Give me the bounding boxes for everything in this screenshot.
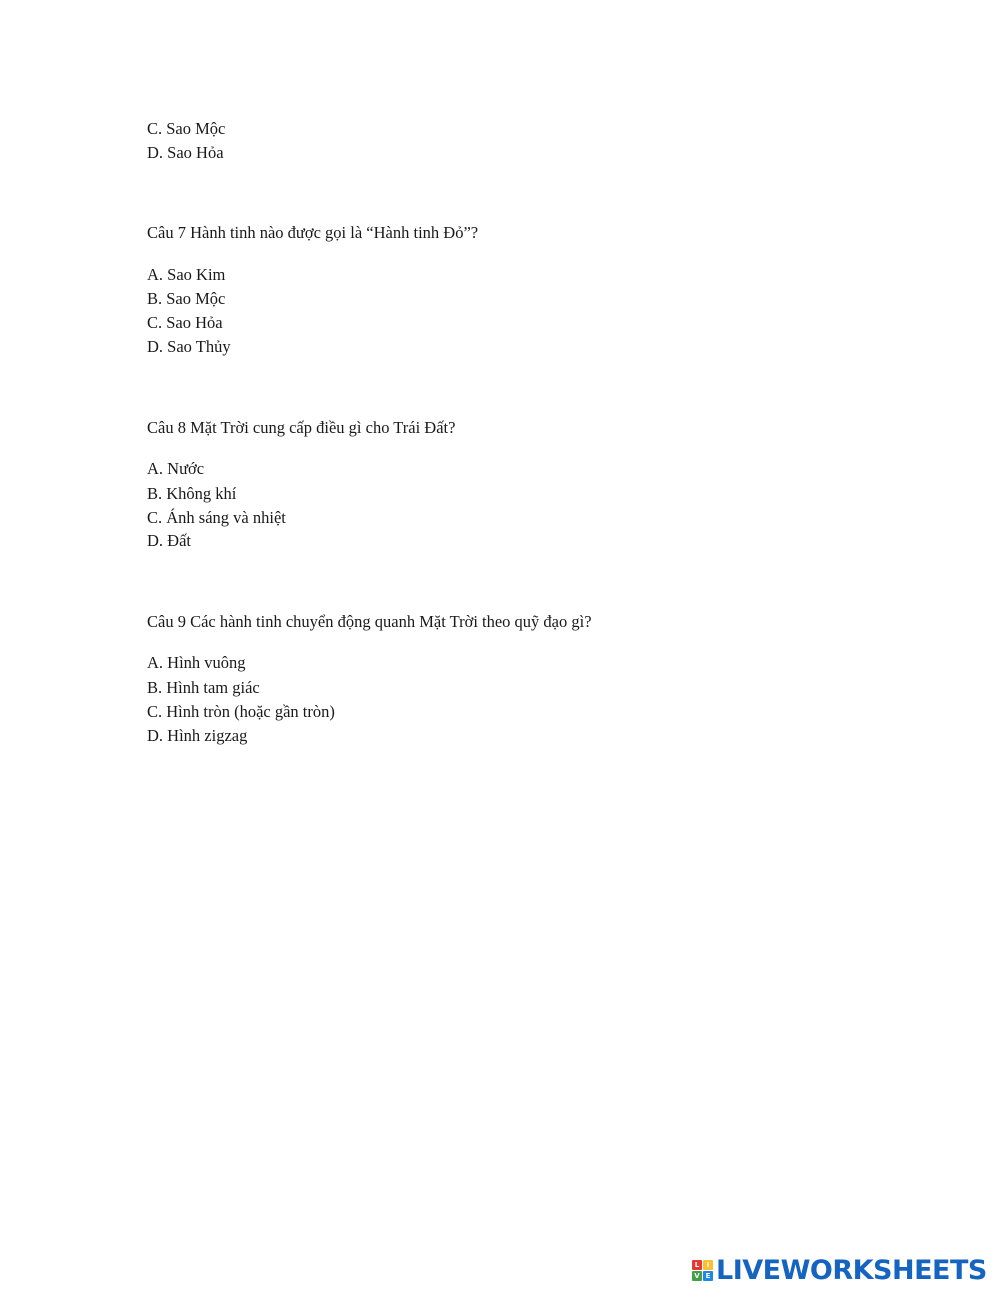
option-c-prev: C. Sao Mộc bbox=[147, 119, 226, 138]
logo-tile-v: V bbox=[692, 1271, 702, 1281]
option-d-prev: D. Sao Hỏa bbox=[147, 143, 224, 162]
question-7-option-d: D. Sao Thủy bbox=[147, 337, 231, 356]
logo-tile-e: E bbox=[703, 1271, 713, 1281]
question-9-option-c: C. Hình tròn (hoặc gần tròn) bbox=[147, 702, 335, 721]
question-7-option-b: B. Sao Mộc bbox=[147, 289, 226, 308]
question-9-option-a: A. Hình vuông bbox=[147, 653, 246, 672]
logo-text: LIVEWORKSHEETS bbox=[716, 1254, 987, 1286]
question-7-option-a: A. Sao Kim bbox=[147, 265, 226, 284]
question-7-option-c: C. Sao Hỏa bbox=[147, 313, 223, 332]
logo-tile-i: I bbox=[703, 1260, 713, 1270]
question-7: Câu 7 Hành tinh nào được gọi là “Hành tinh Đỏ”? bbox=[147, 223, 479, 242]
logo-tile-l: L bbox=[692, 1260, 702, 1270]
question-9-option-b: B. Hình tam giác bbox=[147, 678, 260, 697]
liveworksheets-logo bbox=[692, 1252, 987, 1288]
question-9-option-d: D. Hình zigzag bbox=[147, 726, 248, 745]
question-8-option-b: B. Không khí bbox=[147, 484, 237, 503]
question-8-option-a: A. Nước bbox=[147, 459, 205, 478]
question-8-option-c: C. Ánh sáng và nhiệt bbox=[147, 508, 286, 527]
logo-mark-icon bbox=[692, 1260, 713, 1281]
question-8: Câu 8 Mặt Trời cung cấp điều gì cho Trái Đất? bbox=[147, 418, 456, 437]
question-8-option-d: D. Đất bbox=[147, 531, 191, 550]
question-9: Câu 9 Các hành tinh chuyển động quanh Mặt Trời theo quỹ đạo gì? bbox=[147, 612, 592, 631]
